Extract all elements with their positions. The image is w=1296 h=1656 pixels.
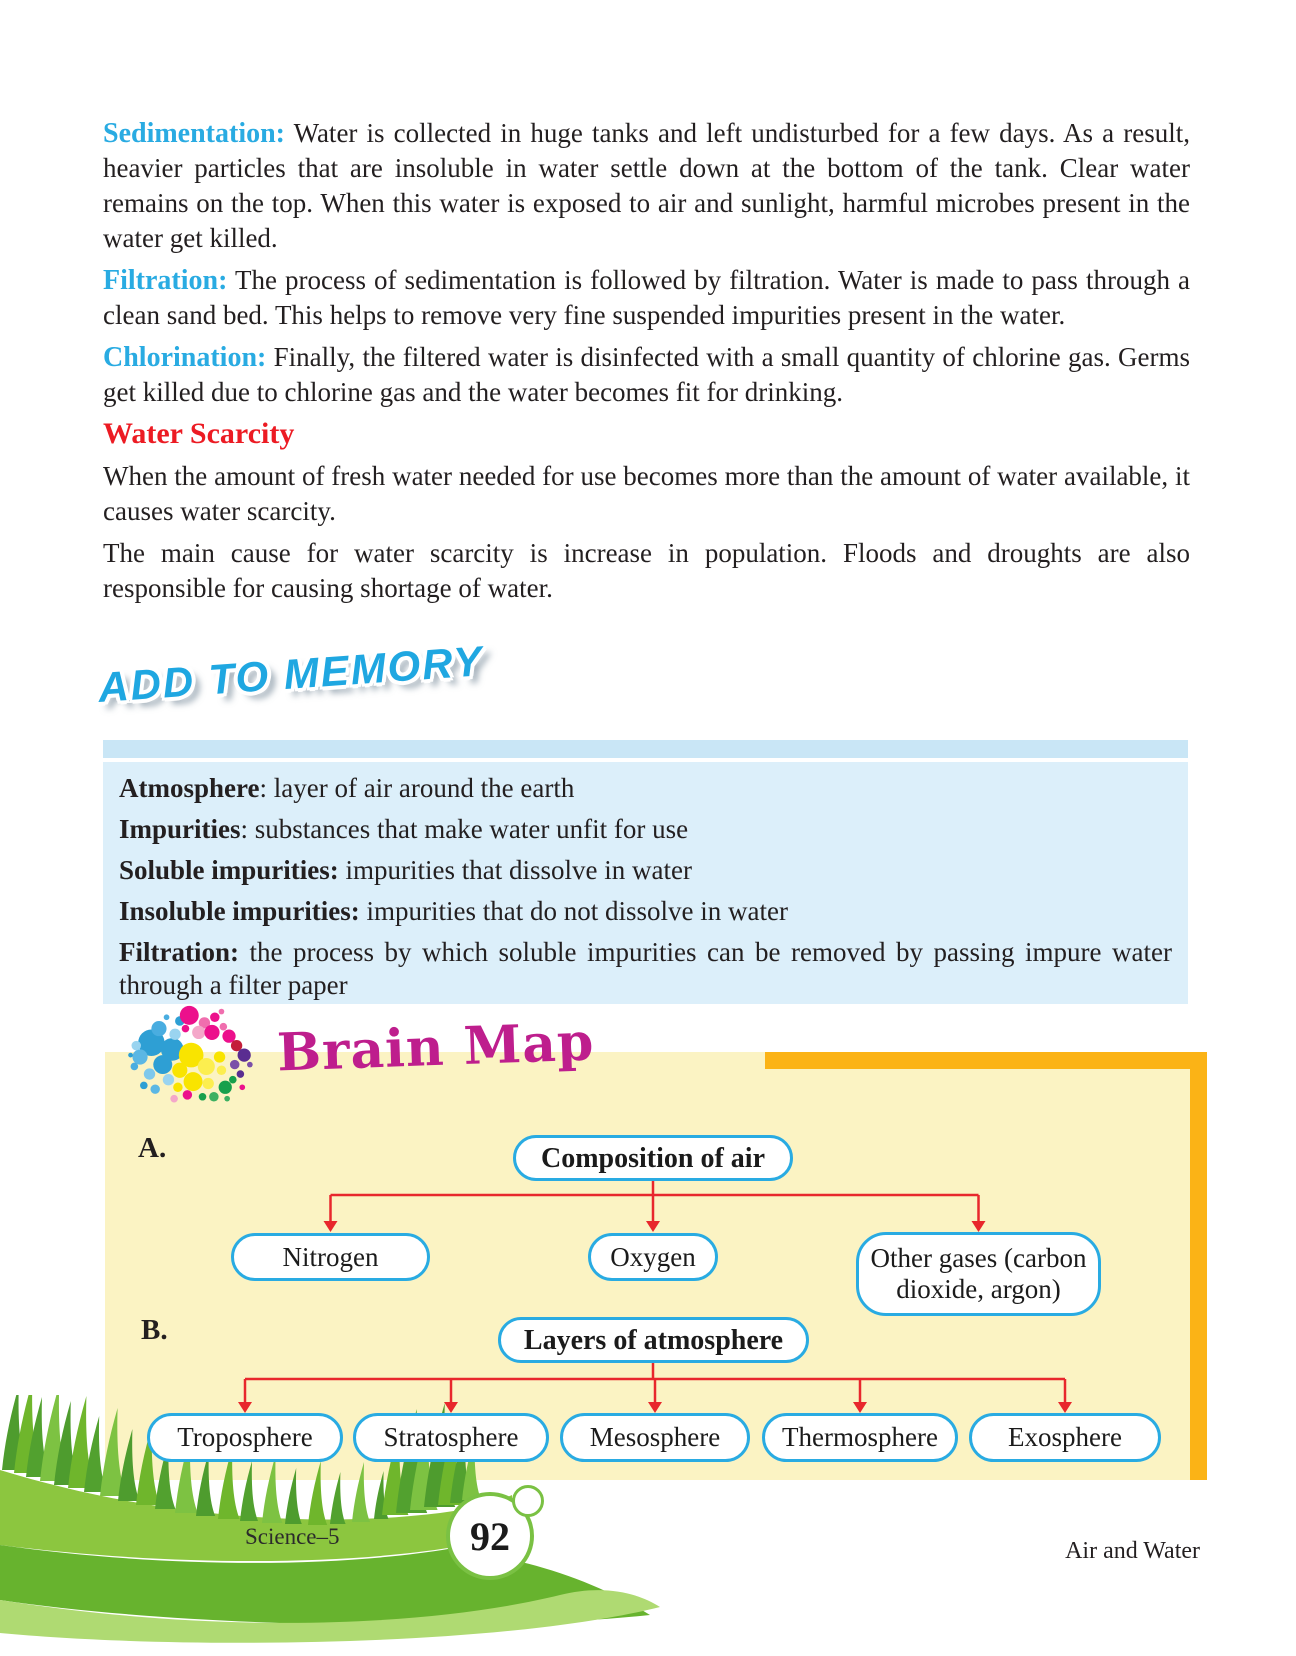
brain-map-title: Brain Map	[276, 1011, 596, 1084]
node-exosphere: Exosphere	[969, 1413, 1161, 1462]
brain-map-panel	[105, 1011, 1190, 1480]
paragraph-filtration	[103, 263, 1190, 333]
term-filtration: Filtration:	[103, 265, 228, 296]
paragraph-sedimentation	[103, 116, 1190, 256]
add-to-memory-title: ADD TO MEMORY	[96, 637, 486, 712]
glossary-entry	[119, 813, 1172, 846]
glossary-definition: impurities that do not dissolve in water	[359, 896, 788, 926]
paragraph-text: Water is collected in huge tanks and left undisturbed for a few days. As a result, heavier particles that are insoluble in water settle down at the bottom of the tank. Clear water remains on the top. When this water is exposed to air and sunlight, harmful microbes present in the water get killed.	[103, 118, 1190, 253]
glossary-term: Impurities	[119, 814, 241, 844]
node-thermosphere: Thermosphere	[762, 1413, 958, 1462]
water-scarcity-heading: Water Scarcity	[103, 417, 295, 450]
glossary-entry	[119, 854, 1172, 887]
glossary-definition: impurities that dissolve in water	[338, 855, 692, 885]
brain-icon	[123, 1000, 265, 1114]
node-composition-of-air: Composition of air	[513, 1135, 793, 1181]
brain-map-orange-band-right	[1190, 1052, 1207, 1480]
node-layers-of-atmosphere: Layers of atmosphere	[498, 1317, 809, 1363]
paragraph-text: The process of sedimentation is followed by filtration. Water is made to pass through a clean sand bed. This helps to remove very fine suspended impurities present in the water.	[103, 265, 1190, 330]
paragraph-water-scarcity-1: When the amount of fresh water needed for use becomes more than the amount of water available, it causes water scarcity.	[103, 461, 1190, 526]
glossary-entry	[119, 772, 1172, 805]
glossary-term: Filtration:	[119, 937, 239, 967]
glossary-definition: the process by which soluble impurities can be removed by passing impure water through a filter paper	[119, 937, 1172, 1000]
node-other-gases: Other gases (carbon dioxide, argon)	[856, 1232, 1101, 1316]
node-troposphere: Troposphere	[147, 1413, 343, 1462]
section-label-a: A.	[138, 1132, 167, 1164]
page-badge-dot	[512, 1485, 544, 1517]
page-number: 92	[470, 1513, 510, 1559]
glossary-entry	[119, 936, 1172, 1002]
node-mesosphere: Mesosphere	[560, 1413, 750, 1462]
term-sedimentation: Sedimentation:	[103, 118, 285, 149]
section-label-b: B.	[141, 1314, 168, 1346]
paragraph-text: Finally, the filtered water is disinfected with a small quantity of chlorine gas. Germs get killed due to chlorine gas and the water becomes fit for drinking.	[103, 342, 1190, 407]
term-chlorination: Chlorination:	[103, 342, 267, 373]
glossary-term: Insoluble impurities:	[119, 896, 360, 926]
glossary-entry	[119, 895, 1172, 928]
glossary-definition: : substances that make water unfit for use	[240, 814, 689, 844]
glossary-term: Soluble impurities:	[119, 855, 339, 885]
paragraph-water-scarcity-2: The main cause for water scarcity is increase in population. Floods and droughts are also responsible for causing shortage of water.	[103, 538, 1190, 603]
add-to-memory-box	[103, 762, 1188, 1004]
add-to-memory-band	[103, 740, 1188, 758]
node-nitrogen: Nitrogen	[231, 1233, 430, 1281]
node-oxygen: Oxygen	[588, 1233, 718, 1281]
footer-chapter-title: Air and Water	[1065, 1538, 1200, 1564]
footer-book-title: Science–5	[245, 1524, 340, 1549]
node-stratosphere: Stratosphere	[353, 1413, 549, 1462]
glossary-term: Atmosphere	[119, 773, 260, 803]
glossary-definition: : layer of air around the earth	[259, 773, 575, 803]
page-body-text	[103, 116, 1190, 613]
paragraph-chlorination	[103, 340, 1190, 410]
